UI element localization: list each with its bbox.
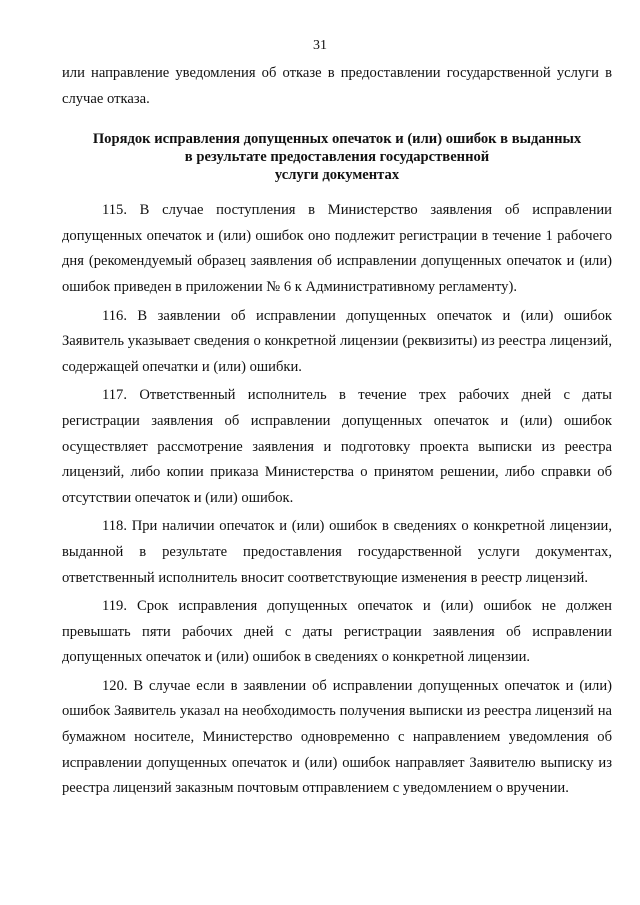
section-heading-line-1: Порядок исправления допущенных опечаток и (или) ошибок в выданных [92, 131, 582, 148]
paragraph-117: 117. Ответственный исполнитель в течение трех рабочих дней с даты регистрации заявления об исправлении допущенных опечаток и (или) ошибок осуществляет рассмотрение заявления и подготовку проекта выписки из реестра лицензий, либо копии приказа Министерства о принятом решении, либо справки об отсутствии опечаток и (или) ошибок. [62, 387, 612, 506]
paragraph-115: 115. В случае поступления в Министерство заявления об исправлении допущенных опечаток и (или) ошибок оно подлежит регистрации в течение 1 рабочего дня (рекомендуемый образец заявления об исправлении допущенных опечаток и (или) ошибок приведен в приложении № 6 к Административному регламенту). [62, 202, 612, 295]
paragraph-116: 116. В заявлении об исправлении допущенных опечаток и (или) ошибок Заявитель указывает сведения о конкретной лицензии (реквизиты) из реестра лицензий, содержащей опечатки и (или) ошибки. [62, 307, 612, 375]
document-body [62, 61, 612, 802]
section-heading-line-3: услуги документах [274, 167, 400, 184]
intro-paragraph: или направление уведомления об отказе в предоставлении государственной услуги в случае отказа. [62, 65, 612, 107]
paragraph-119: 119. Срок исправления допущенных опечаток и (или) ошибок не должен превышать пяти рабочих дней с даты регистрации заявления об исправлении допущенных опечаток и (или) ошибок в сведениях о конкретной лицензии. [62, 598, 612, 666]
section-heading-line-2: в результате предоставления государственной [184, 149, 490, 166]
page-number: 31 [313, 38, 327, 53]
section-heading [62, 130, 612, 184]
paragraph-118: 118. При наличии опечаток и (или) ошибок в сведениях о конкретной лицензии, выданной в результате предоставления государственной услуги документах, ответственный исполнитель вносит соответствующие изменения в реестр лицензий. [62, 518, 612, 586]
paragraph-120: 120. В случае если в заявлении об исправлении допущенных опечаток и (или) ошибок Заявитель указал на необходимость получения выписки из реестра лицензий на бумажном носителе, Министерство одновременно с направлением уведомления об исправлении допущенных опечаток и (или) ошибок направляет Заявителю выписку из реестра лицензий заказным почтовым отправлением с уведомлением о вручении. [62, 677, 612, 797]
